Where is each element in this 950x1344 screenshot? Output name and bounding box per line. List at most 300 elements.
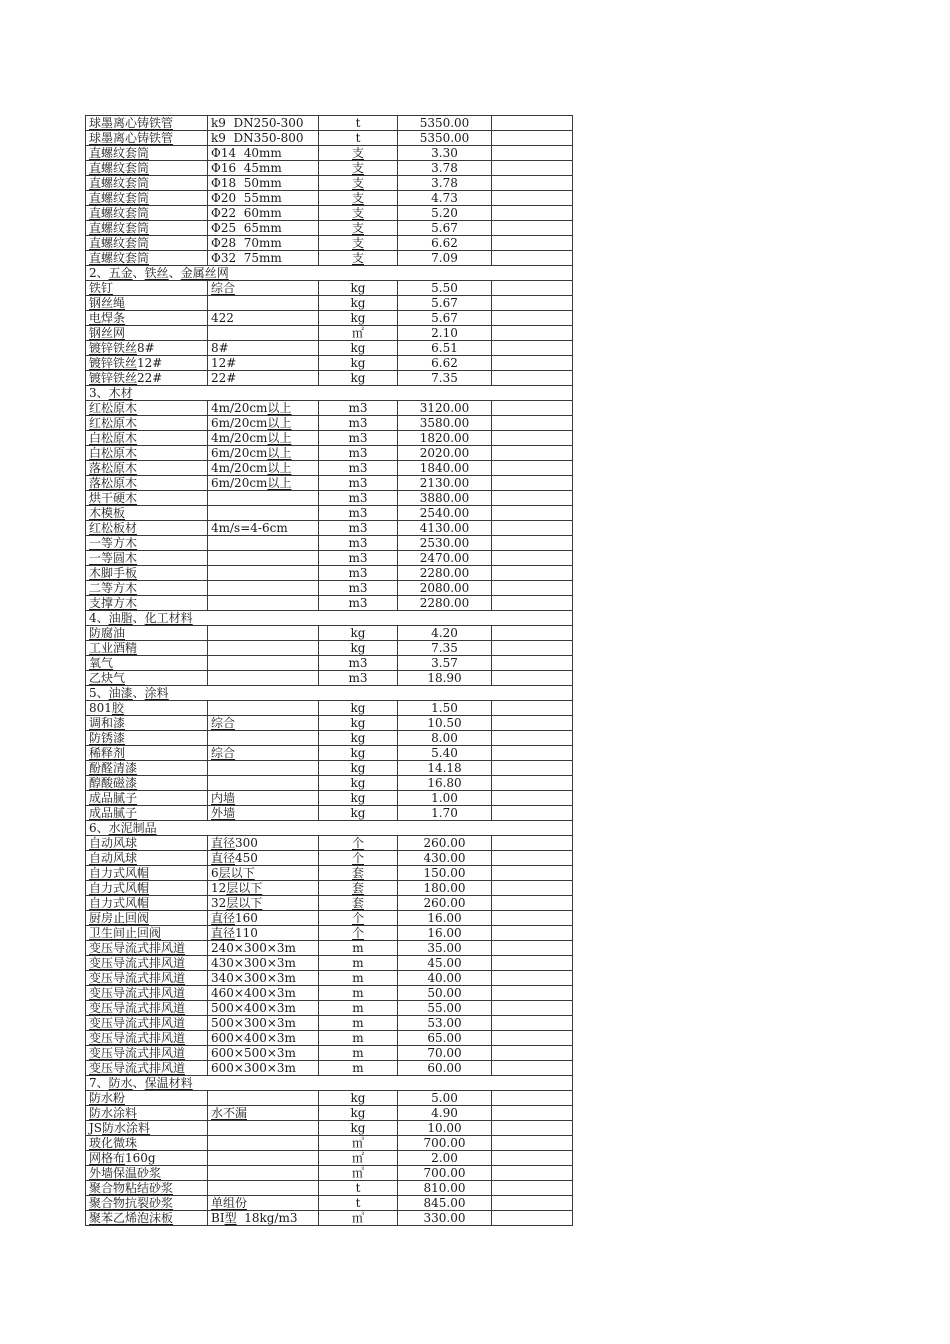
cell-price: 5.00 <box>398 1091 492 1106</box>
table-row <box>86 776 573 791</box>
cell-price: 1.50 <box>398 701 492 716</box>
table-row <box>86 1091 573 1106</box>
cell-extra <box>492 641 573 656</box>
cell-material-name: 木脚手板 <box>86 566 208 581</box>
cell-material-name: 自力式风帽 <box>86 896 208 911</box>
cell-extra <box>492 956 573 971</box>
cell-price: 4130.00 <box>398 521 492 536</box>
table-row <box>86 506 573 521</box>
cell-price: 1.00 <box>398 791 492 806</box>
cell-spec <box>208 491 319 506</box>
cell-price: 4.73 <box>398 191 492 206</box>
cell-material-name: 直螺纹套筒 <box>86 176 208 191</box>
section-header: 2、五金、铁丝、金属丝网 <box>86 266 573 281</box>
table-row <box>86 371 573 386</box>
cell-extra <box>492 1166 573 1181</box>
cell-unit: m <box>319 1061 398 1076</box>
cell-price: 3.78 <box>398 176 492 191</box>
cell-price: 260.00 <box>398 836 492 851</box>
cell-spec <box>208 1181 319 1196</box>
table-row <box>86 356 573 371</box>
cell-unit: kg <box>319 731 398 746</box>
cell-price: 330.00 <box>398 1211 492 1226</box>
cell-spec <box>208 296 319 311</box>
cell-material-name: 自力式风帽 <box>86 866 208 881</box>
cell-extra <box>492 1211 573 1226</box>
cell-spec <box>208 656 319 671</box>
cell-unit: m3 <box>319 581 398 596</box>
table-row <box>86 176 573 191</box>
cell-unit: m3 <box>319 401 398 416</box>
cell-price: 14.18 <box>398 761 492 776</box>
table-row <box>86 896 573 911</box>
cell-material-name: 变压导流式排风道 <box>86 1061 208 1076</box>
cell-extra <box>492 476 573 491</box>
table-row <box>86 656 573 671</box>
cell-unit: kg <box>319 356 398 371</box>
table-row <box>86 986 573 1001</box>
cell-unit: m3 <box>319 656 398 671</box>
cell-price: 5.67 <box>398 296 492 311</box>
table-row <box>86 806 573 821</box>
table-row <box>86 341 573 356</box>
cell-price: 5.50 <box>398 281 492 296</box>
cell-extra <box>492 131 573 146</box>
cell-price: 8.00 <box>398 731 492 746</box>
cell-spec <box>208 326 319 341</box>
cell-extra <box>492 656 573 671</box>
section-header: 4、油脂、化工材料 <box>86 611 573 626</box>
cell-price: 35.00 <box>398 941 492 956</box>
cell-material-name: 钢丝网 <box>86 326 208 341</box>
cell-unit: kg <box>319 716 398 731</box>
cell-extra <box>492 1046 573 1061</box>
cell-spec: 直径160 <box>208 911 319 926</box>
cell-extra <box>492 1061 573 1076</box>
cell-price: 5.20 <box>398 206 492 221</box>
table-row <box>86 701 573 716</box>
section-header: 6、水泥制品 <box>86 821 573 836</box>
cell-extra <box>492 911 573 926</box>
cell-price: 2280.00 <box>398 566 492 581</box>
cell-extra <box>492 776 573 791</box>
cell-spec: Φ16 45mm <box>208 161 319 176</box>
cell-material-name: 变压导流式排风道 <box>86 1031 208 1046</box>
table-row <box>86 1046 573 1061</box>
cell-material-name: 落松原木 <box>86 476 208 491</box>
cell-price: 3120.00 <box>398 401 492 416</box>
cell-price: 810.00 <box>398 1181 492 1196</box>
cell-spec <box>208 776 319 791</box>
table-row <box>86 146 573 161</box>
section-header-row <box>86 611 573 626</box>
cell-material-name: 镀锌铁丝12# <box>86 356 208 371</box>
table-row <box>86 1211 573 1226</box>
cell-extra <box>492 806 573 821</box>
table-row <box>86 1061 573 1076</box>
section-header-row <box>86 266 573 281</box>
cell-material-name: 氧气 <box>86 656 208 671</box>
cell-extra <box>492 236 573 251</box>
cell-material-name: 球墨离心铸铁管 <box>86 116 208 131</box>
cell-material-name: 直螺纹套筒 <box>86 236 208 251</box>
cell-unit: m <box>319 1001 398 1016</box>
cell-spec: Φ14 40mm <box>208 146 319 161</box>
cell-unit: kg <box>319 1106 398 1121</box>
cell-price: 1.70 <box>398 806 492 821</box>
cell-price: 6.62 <box>398 356 492 371</box>
table-row <box>86 1001 573 1016</box>
cell-extra <box>492 881 573 896</box>
cell-extra <box>492 326 573 341</box>
cell-material-name: 变压导流式排风道 <box>86 1046 208 1061</box>
cell-unit: ㎡ <box>319 326 398 341</box>
table-row <box>86 1151 573 1166</box>
cell-price: 16.00 <box>398 926 492 941</box>
table-row <box>86 1016 573 1031</box>
cell-spec: k9 DN350-800 <box>208 131 319 146</box>
cell-extra <box>492 146 573 161</box>
cell-extra <box>492 1001 573 1016</box>
cell-spec: 内墙 <box>208 791 319 806</box>
cell-material-name: 聚合物抗裂砂浆 <box>86 1196 208 1211</box>
cell-unit: m <box>319 1031 398 1046</box>
cell-extra <box>492 716 573 731</box>
cell-price: 5.40 <box>398 746 492 761</box>
table-row <box>86 731 573 746</box>
cell-material-name: 外墙保温砂浆 <box>86 1166 208 1181</box>
cell-spec <box>208 551 319 566</box>
cell-spec: Φ22 60mm <box>208 206 319 221</box>
cell-unit: m3 <box>319 506 398 521</box>
cell-material-name: 球墨离心铸铁管 <box>86 131 208 146</box>
cell-price: 5350.00 <box>398 116 492 131</box>
cell-price: 1840.00 <box>398 461 492 476</box>
cell-extra <box>492 371 573 386</box>
cell-spec: k9 DN250-300 <box>208 116 319 131</box>
cell-unit: ㎥ <box>319 1136 398 1151</box>
section-header-row <box>86 821 573 836</box>
table-row <box>86 431 573 446</box>
cell-spec <box>208 626 319 641</box>
table-row <box>86 1196 573 1211</box>
cell-extra <box>492 581 573 596</box>
cell-material-name: 自动风球 <box>86 836 208 851</box>
cell-extra <box>492 941 573 956</box>
cell-spec: 430×300×3m <box>208 956 319 971</box>
cell-material-name: 自力式风帽 <box>86 881 208 896</box>
cell-spec <box>208 506 319 521</box>
cell-price: 53.00 <box>398 1016 492 1031</box>
cell-unit: kg <box>319 761 398 776</box>
cell-spec: 340×300×3m <box>208 971 319 986</box>
cell-spec: 32层以下 <box>208 896 319 911</box>
cell-price: 2540.00 <box>398 506 492 521</box>
cell-spec: Φ25 65mm <box>208 221 319 236</box>
cell-price: 45.00 <box>398 956 492 971</box>
cell-price: 2130.00 <box>398 476 492 491</box>
cell-extra <box>492 446 573 461</box>
cell-spec <box>208 536 319 551</box>
cell-extra <box>492 251 573 266</box>
cell-price: 70.00 <box>398 1046 492 1061</box>
cell-unit: 支 <box>319 161 398 176</box>
cell-extra <box>492 926 573 941</box>
cell-material-name: 变压导流式排风道 <box>86 956 208 971</box>
cell-unit: t <box>319 1196 398 1211</box>
section-header-row <box>86 686 573 701</box>
cell-spec: 直径450 <box>208 851 319 866</box>
cell-unit: kg <box>319 1091 398 1106</box>
section-header-row <box>86 1076 573 1091</box>
cell-extra <box>492 281 573 296</box>
cell-unit: t <box>319 131 398 146</box>
table-row <box>86 551 573 566</box>
cell-unit: 套 <box>319 866 398 881</box>
cell-price: 16.80 <box>398 776 492 791</box>
cell-extra <box>492 1196 573 1211</box>
table-row <box>86 956 573 971</box>
cell-spec <box>208 596 319 611</box>
cell-material-name: 变压导流式排风道 <box>86 986 208 1001</box>
cell-price: 10.50 <box>398 716 492 731</box>
table-row <box>86 296 573 311</box>
cell-spec: 综合 <box>208 716 319 731</box>
cell-extra <box>492 986 573 1001</box>
cell-extra <box>492 1016 573 1031</box>
cell-unit: kg <box>319 791 398 806</box>
cell-material-name: 直螺纹套筒 <box>86 191 208 206</box>
table-row <box>86 281 573 296</box>
cell-material-name: 卫生间止回阀 <box>86 926 208 941</box>
cell-material-name: 防水涂料 <box>86 1106 208 1121</box>
table-row <box>86 236 573 251</box>
cell-spec: 4m/s=4-6cm <box>208 521 319 536</box>
cell-extra <box>492 626 573 641</box>
cell-unit: ㎥ <box>319 1166 398 1181</box>
cell-unit: kg <box>319 626 398 641</box>
cell-price: 2080.00 <box>398 581 492 596</box>
cell-unit: m <box>319 971 398 986</box>
cell-extra <box>492 356 573 371</box>
cell-price: 60.00 <box>398 1061 492 1076</box>
cell-extra <box>492 521 573 536</box>
cell-extra <box>492 896 573 911</box>
cell-extra <box>492 161 573 176</box>
table-row <box>86 746 573 761</box>
materials-price-table <box>85 115 573 1226</box>
cell-spec <box>208 581 319 596</box>
cell-price: 3580.00 <box>398 416 492 431</box>
table-row <box>86 1136 573 1151</box>
cell-material-name: 支撑方木 <box>86 596 208 611</box>
table-row <box>86 626 573 641</box>
cell-material-name: 烘干硬木 <box>86 491 208 506</box>
cell-price: 845.00 <box>398 1196 492 1211</box>
cell-price: 10.00 <box>398 1121 492 1136</box>
cell-unit: m <box>319 1016 398 1031</box>
cell-extra <box>492 971 573 986</box>
cell-material-name: 二等方木 <box>86 581 208 596</box>
table-row <box>86 566 573 581</box>
cell-unit: kg <box>319 641 398 656</box>
cell-price: 150.00 <box>398 866 492 881</box>
cell-extra <box>492 596 573 611</box>
table-row <box>86 1106 573 1121</box>
cell-material-name: 自动风球 <box>86 851 208 866</box>
table-row <box>86 251 573 266</box>
cell-material-name: 一等方木 <box>86 536 208 551</box>
cell-price: 18.90 <box>398 671 492 686</box>
cell-spec: 600×400×3m <box>208 1031 319 1046</box>
cell-unit: m <box>319 1046 398 1061</box>
table-row <box>86 671 573 686</box>
cell-extra <box>492 341 573 356</box>
cell-unit: m3 <box>319 461 398 476</box>
cell-price: 7.09 <box>398 251 492 266</box>
cell-unit: m3 <box>319 446 398 461</box>
cell-price: 260.00 <box>398 896 492 911</box>
cell-spec: 8# <box>208 341 319 356</box>
cell-unit: m3 <box>319 536 398 551</box>
table-row <box>86 791 573 806</box>
cell-unit: kg <box>319 776 398 791</box>
cell-unit: m3 <box>319 491 398 506</box>
table-row <box>86 971 573 986</box>
cell-spec: 4m/20cm以上 <box>208 401 319 416</box>
cell-spec: 6m/20cm以上 <box>208 476 319 491</box>
cell-extra <box>492 1136 573 1151</box>
table-row <box>86 866 573 881</box>
cell-extra <box>492 491 573 506</box>
cell-spec: 外墙 <box>208 806 319 821</box>
cell-extra <box>492 1181 573 1196</box>
section-header: 3、木材 <box>86 386 573 401</box>
cell-spec <box>208 1151 319 1166</box>
cell-material-name: 聚合物粘结砂浆 <box>86 1181 208 1196</box>
cell-spec: 综合 <box>208 281 319 296</box>
cell-extra <box>492 461 573 476</box>
cell-extra <box>492 761 573 776</box>
cell-price: 4.90 <box>398 1106 492 1121</box>
cell-price: 3.57 <box>398 656 492 671</box>
cell-unit: m3 <box>319 431 398 446</box>
cell-spec <box>208 701 319 716</box>
cell-spec <box>208 1091 319 1106</box>
cell-price: 6.51 <box>398 341 492 356</box>
cell-material-name: 变压导流式排风道 <box>86 1016 208 1031</box>
cell-price: 2470.00 <box>398 551 492 566</box>
table-row <box>86 116 573 131</box>
cell-material-name: 防水粉 <box>86 1091 208 1106</box>
cell-material-name: 铁钉 <box>86 281 208 296</box>
cell-extra <box>492 221 573 236</box>
cell-spec: 6层以下 <box>208 866 319 881</box>
cell-price: 65.00 <box>398 1031 492 1046</box>
cell-price: 7.35 <box>398 371 492 386</box>
cell-material-name: 红松原木 <box>86 401 208 416</box>
cell-spec: 460×400×3m <box>208 986 319 1001</box>
cell-unit: m3 <box>319 596 398 611</box>
table-row <box>86 311 573 326</box>
cell-material-name: 变压导流式排风道 <box>86 971 208 986</box>
cell-material-name: JS防水涂料 <box>86 1121 208 1136</box>
cell-extra <box>492 551 573 566</box>
cell-spec: 240×300×3m <box>208 941 319 956</box>
cell-material-name: 醇酸磁漆 <box>86 776 208 791</box>
cell-material-name: 直螺纹套筒 <box>86 251 208 266</box>
cell-material-name: 玻化微珠 <box>86 1136 208 1151</box>
cell-spec: 水不漏 <box>208 1106 319 1121</box>
cell-material-name: 网格布160g <box>86 1151 208 1166</box>
cell-material-name: 落松原木 <box>86 461 208 476</box>
cell-material-name: 酚醛清漆 <box>86 761 208 776</box>
cell-material-name: 变压导流式排风道 <box>86 941 208 956</box>
cell-material-name: 白松原木 <box>86 446 208 461</box>
cell-extra <box>492 536 573 551</box>
cell-spec: 单组份 <box>208 1196 319 1211</box>
cell-extra <box>492 311 573 326</box>
cell-material-name: 镀锌铁丝22# <box>86 371 208 386</box>
cell-price: 50.00 <box>398 986 492 1001</box>
cell-spec: 4m/20cm以上 <box>208 431 319 446</box>
table-row <box>86 326 573 341</box>
cell-unit: t <box>319 116 398 131</box>
cell-unit: m <box>319 941 398 956</box>
table-row <box>86 851 573 866</box>
cell-spec <box>208 731 319 746</box>
table-row <box>86 1166 573 1181</box>
cell-spec: 422 <box>208 311 319 326</box>
cell-extra <box>492 416 573 431</box>
cell-price: 2020.00 <box>398 446 492 461</box>
section-header: 7、防水、保温材料 <box>86 1076 573 1091</box>
cell-extra <box>492 206 573 221</box>
table-row <box>86 1121 573 1136</box>
cell-extra <box>492 176 573 191</box>
cell-unit: 个 <box>319 836 398 851</box>
cell-unit: kg <box>319 806 398 821</box>
table-row <box>86 1031 573 1046</box>
cell-unit: kg <box>319 746 398 761</box>
cell-unit: m <box>319 986 398 1001</box>
cell-spec: 综合 <box>208 746 319 761</box>
cell-spec: 直径110 <box>208 926 319 941</box>
cell-spec <box>208 641 319 656</box>
cell-unit: kg <box>319 311 398 326</box>
cell-price: 5350.00 <box>398 131 492 146</box>
cell-unit: kg <box>319 1121 398 1136</box>
table-row <box>86 521 573 536</box>
cell-material-name: 厨房止回阀 <box>86 911 208 926</box>
table-row <box>86 941 573 956</box>
cell-material-name: 防腐油 <box>86 626 208 641</box>
cell-spec: Φ32 75mm <box>208 251 319 266</box>
cell-unit: 支 <box>319 146 398 161</box>
cell-material-name: 钢丝绳 <box>86 296 208 311</box>
cell-material-name: 一等圆木 <box>86 551 208 566</box>
cell-extra <box>492 866 573 881</box>
cell-extra <box>492 431 573 446</box>
cell-extra <box>492 1121 573 1136</box>
table-row <box>86 191 573 206</box>
cell-extra <box>492 1031 573 1046</box>
cell-material-name: 白松原木 <box>86 431 208 446</box>
table-row <box>86 461 573 476</box>
cell-price: 2280.00 <box>398 596 492 611</box>
cell-unit: ㎡ <box>319 1151 398 1166</box>
cell-unit: kg <box>319 296 398 311</box>
